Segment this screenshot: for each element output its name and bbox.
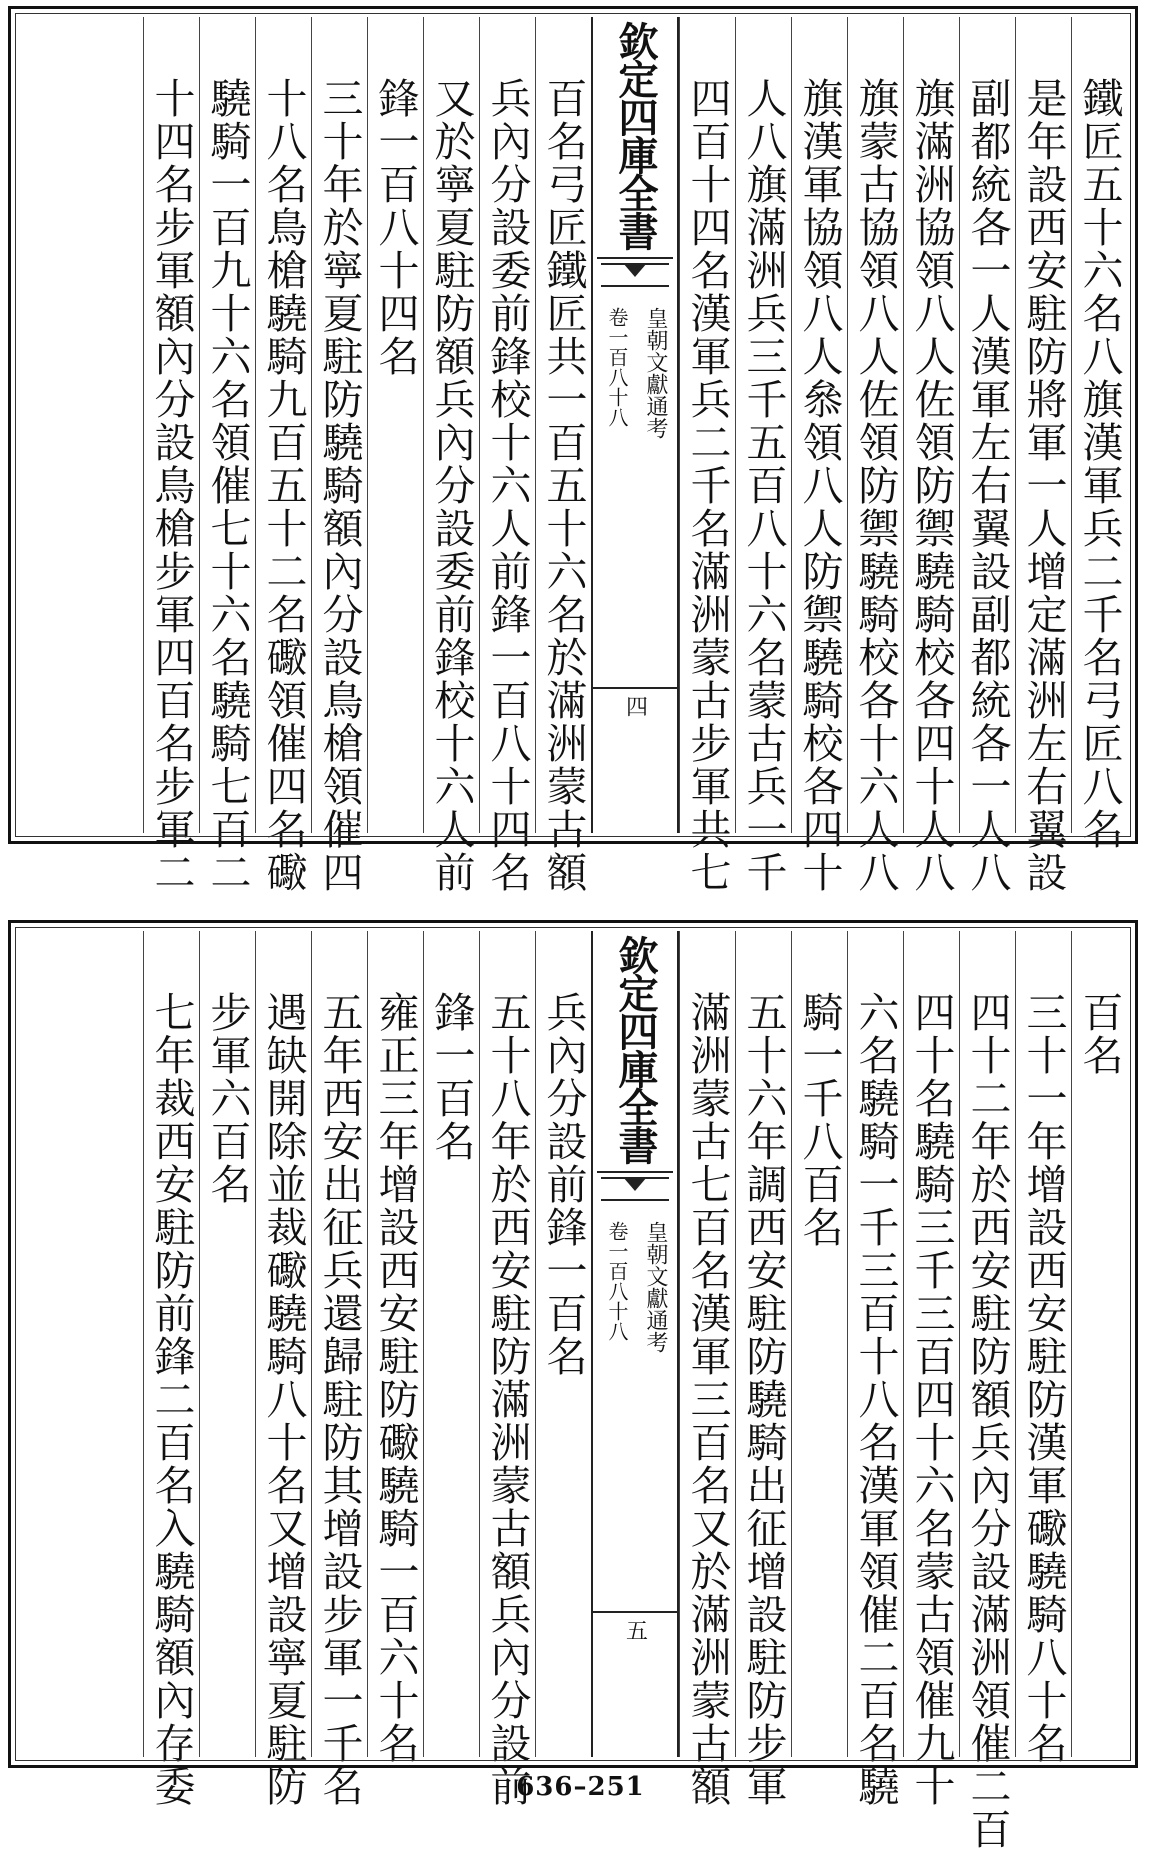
text-line: 五十六年調西安駐防驍騎出征增設駐防步軍 — [739, 991, 788, 1808]
text-column — [735, 931, 791, 1808]
text-line: 百名 — [1075, 991, 1124, 1077]
text-line: 又於寧夏駐防額兵內分設委前鋒校十六人前 — [427, 77, 476, 894]
text-line: 騎一千八百名 — [795, 991, 844, 1249]
text-line: 五十八年於西安駐防滿洲蒙古額兵內分設前 — [483, 991, 532, 1808]
text-line: 旗漢軍協領八人叅領八人防禦驍騎校各四十 — [795, 77, 844, 894]
text-column — [143, 931, 199, 1808]
text-line: 遇缺開除並裁礮驍騎八十名又增設寧夏駐防 — [259, 991, 308, 1808]
text-column — [535, 931, 591, 1757]
text-line: 七年裁西安駐防前鋒二百名入驍騎額內存委 — [147, 991, 196, 1808]
fish-tail-ornament — [601, 1177, 669, 1201]
text-column — [1071, 931, 1127, 1757]
text-column — [847, 931, 903, 1808]
text-column — [679, 17, 735, 894]
text-line: 人八旗滿洲兵三千五百八十六名蒙古兵一千 — [739, 77, 788, 894]
text-column — [903, 17, 959, 894]
text-column — [959, 931, 1015, 1851]
text-column — [255, 931, 311, 1808]
text-line: 是年設西安駐防將軍一人增定滿洲左右翼設 — [1019, 77, 1068, 894]
text-column — [311, 931, 367, 1808]
text-column — [1015, 931, 1071, 1765]
text-line: 兵內分設委前鋒校十六人前鋒一百八十四名 — [483, 77, 532, 894]
text-line: 鋒一百名 — [427, 991, 476, 1163]
text-column — [479, 17, 535, 894]
footer-page-number: 636–251 — [516, 1772, 645, 1802]
text-line: 五年西安出征兵還歸駐防其增設步軍一千名 — [315, 991, 364, 1808]
text-line: 四百十四名漢軍兵二千名滿洲蒙古步軍共七 — [683, 77, 732, 894]
page-number — [593, 1611, 677, 1647]
text-column — [1071, 17, 1127, 851]
text-column — [199, 17, 255, 894]
text-column — [959, 17, 1015, 894]
text-line: 鐵匠五十六名八旗漢軍兵二千名弓匠八名 — [1075, 77, 1124, 851]
text-line: 驍騎一百九十六名領催七十六名驍騎七百二 — [203, 77, 252, 894]
text-column — [791, 17, 847, 894]
fish-tail-ornament — [601, 263, 669, 287]
text-column — [199, 931, 255, 1757]
center-margin — [591, 931, 679, 1757]
book-title: 欽定四庫全書 — [612, 21, 659, 249]
text-line: 四十名驍騎三千三百四十六名蒙古領催九十 — [907, 991, 956, 1808]
text-column — [791, 931, 847, 1757]
text-column — [255, 17, 311, 894]
page-top — [8, 6, 1138, 894]
volume-label: 卷一百八十八 — [605, 307, 629, 427]
text-column — [367, 17, 423, 833]
page-number-text: 五 — [622, 1619, 648, 1641]
text-line: 百名弓匠鐵匠共一百五十六名於滿洲蒙古額 — [539, 77, 588, 894]
column-area — [19, 17, 1127, 894]
text-line: 三十一年增設西安駐防漢軍礮驍騎八十名 — [1019, 991, 1068, 1765]
text-column — [535, 17, 591, 894]
text-line: 旗滿洲協領八人佐領防禦驍騎校各四十人八 — [907, 77, 956, 894]
text-line: 雍正三年增設西安駐防礮驍騎一百六十名 — [371, 991, 420, 1765]
text-line: 三十年於寧夏駐防驍騎額內分設鳥槍領催四 — [315, 77, 364, 894]
text-column — [479, 931, 535, 1808]
page-number-text: 四 — [622, 695, 648, 717]
text-column — [903, 931, 959, 1808]
text-line: 滿洲蒙古七百名漢軍三百名又於滿洲蒙古額 — [683, 991, 732, 1808]
text-column — [143, 17, 199, 894]
text-line: 兵內分設前鋒一百名 — [539, 991, 588, 1378]
text-line: 四十二年於西安駐防額兵內分設滿洲領催二百 — [963, 991, 1012, 1851]
book-title-box — [597, 17, 673, 259]
text-column — [423, 931, 479, 1757]
page-number — [593, 687, 677, 723]
text-line: 副都統各一人漢軍左右翼設副都統各一人八 — [963, 77, 1012, 894]
text-line: 步軍六百名 — [203, 991, 252, 1206]
text-column — [367, 931, 423, 1765]
text-line: 十八名鳥槍驍騎九百五十二名礮領催四名礮 — [259, 77, 308, 894]
text-line: 六名驍騎一千三百十八名漢軍領催二百名驍 — [851, 991, 900, 1808]
text-column — [679, 931, 735, 1808]
sub-title: 皇朝文獻通考 — [643, 307, 668, 439]
text-line: 十四名步軍額內分設鳥槍步軍四百名步軍二 — [147, 77, 196, 894]
text-column — [735, 17, 791, 894]
center-margin — [591, 17, 679, 833]
text-column — [1015, 17, 1071, 894]
text-column — [311, 17, 367, 894]
text-column — [423, 17, 479, 894]
sub-title: 皇朝文獻通考 — [643, 1221, 668, 1353]
left-margin-column — [19, 931, 143, 1757]
text-line: 旗蒙古協領八人佐領防禦驍騎校各十六人八 — [851, 77, 900, 894]
text-line: 鋒一百八十四名 — [371, 77, 420, 378]
volume-label: 卷一百八十八 — [605, 1221, 629, 1341]
book-title-box — [597, 931, 673, 1173]
left-margin-column — [19, 17, 143, 833]
book-title: 欽定四庫全書 — [612, 935, 659, 1163]
text-column — [847, 17, 903, 894]
